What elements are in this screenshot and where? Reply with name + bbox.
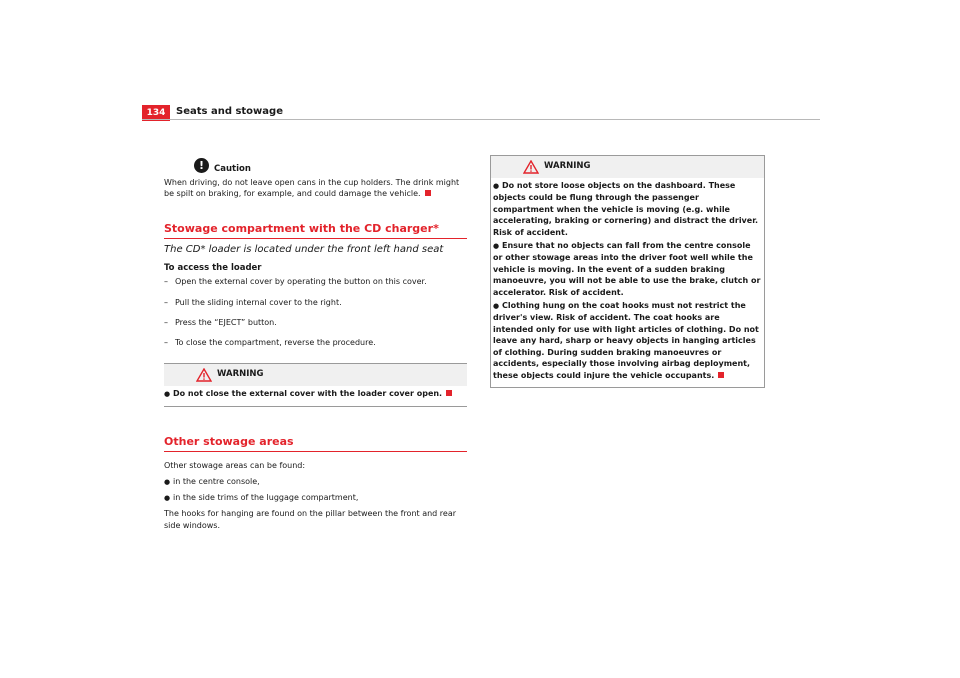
dash-marker: – [164,338,168,348]
warning-item [493,300,762,381]
step-text: Open the external cover by operating the button on this cover. [175,277,427,287]
warning-item [164,388,467,400]
page-number: 134 [142,105,170,121]
warning-body [164,386,467,406]
warning-body [491,178,764,387]
subheading: To access the loader [164,262,262,273]
warning-box-cd [164,363,467,407]
end-of-section-icon [425,190,431,196]
caution-text [164,177,467,200]
warning-triangle-icon [196,368,212,382]
warning-label: WARNING [217,369,264,380]
warning-item-text: Do not close the external cover with the loader cover open. [173,388,443,398]
list-item-text: in the centre console, [173,476,260,486]
step-item [164,297,467,308]
step-item [164,317,467,328]
caution-label: Caution [214,163,251,174]
end-of-section-icon [446,390,452,396]
warning-item-text: Clothing hung on the coat hooks must not restrict the driver's view. Risk of accident. The coat hooks are intended only for use with light articles of clothing. Do not leave any hard, sharp or heavy objects in hanging articles of clothing. During sudden braking manoeuvres or accidents, especially those involving airbag deployment, these objects could injure the vehicle occupants. [493,301,759,380]
bullet-icon: ● [493,302,500,311]
list-item [164,492,467,504]
other-closing: The hooks for hanging are found on the pillar between the front and rear side windows. [164,509,457,530]
header-divider [142,119,820,120]
section-divider [164,451,467,452]
section-title-other: Other stowage areas [164,435,294,449]
list-item-text: in the side trims of the luggage compartment, [173,493,359,503]
caution-text-content: When driving, do not leave open cans in the cup holders. The drink might be spilt on braking, for example, and could damage the vehicle. [164,178,460,199]
warning-item-text: Ensure that no objects can fall from the centre console or other stowage areas into the driver foot well while the vehicle is moving. In the event of a sudden braking manoeuvre, you will not be able to use the brake, clutch or accelerator. Risk of accident. [493,241,761,297]
bullet-icon: ● [493,182,500,190]
other-intro: Other stowage areas can be found: [164,461,306,471]
step-item [164,337,467,348]
list-item [164,476,467,488]
step-text: Pull the sliding internal cover to the right. [175,297,342,307]
bullet-icon: ● [164,389,171,398]
section-divider [164,238,467,239]
section-title-cd: Stowage compartment with the CD charger* [164,221,439,235]
bullet-icon: ● [164,494,171,503]
dash-marker: – [164,297,168,307]
warning-heading [491,156,764,178]
step-text: Press the “EJECT” button. [175,318,277,328]
step-item [164,276,467,287]
bullet-icon: ● [493,242,500,251]
section-subtitle: The CD* loader is located under the front left hand seat [164,243,444,255]
warning-triangle-icon [523,160,539,174]
warning-item [493,180,762,238]
dash-marker: – [164,318,168,328]
caution-heading [164,155,467,177]
step-text: To close the compartment, reverse the procedure. [175,338,376,348]
chapter-title: Seats and stowage [176,106,283,117]
bullet-icon: ● [164,477,171,486]
left-column [164,155,467,531]
warning-item-text: Do not store loose objects on the dashboard. These objects could be flung through the passenger compartment when the vehicle is moving (e.g. while accelerating, braking or cornering) and distract the driver. Risk of accident. [493,181,759,237]
caution-icon: ! [194,158,209,173]
right-column [490,155,765,388]
warning-heading [164,364,467,386]
warning-box-right [490,155,765,388]
warning-item [493,240,762,298]
warning-label: WARNING [544,161,591,172]
page-header [0,0,960,125]
end-of-section-icon [718,372,724,378]
dash-marker: – [164,277,168,287]
